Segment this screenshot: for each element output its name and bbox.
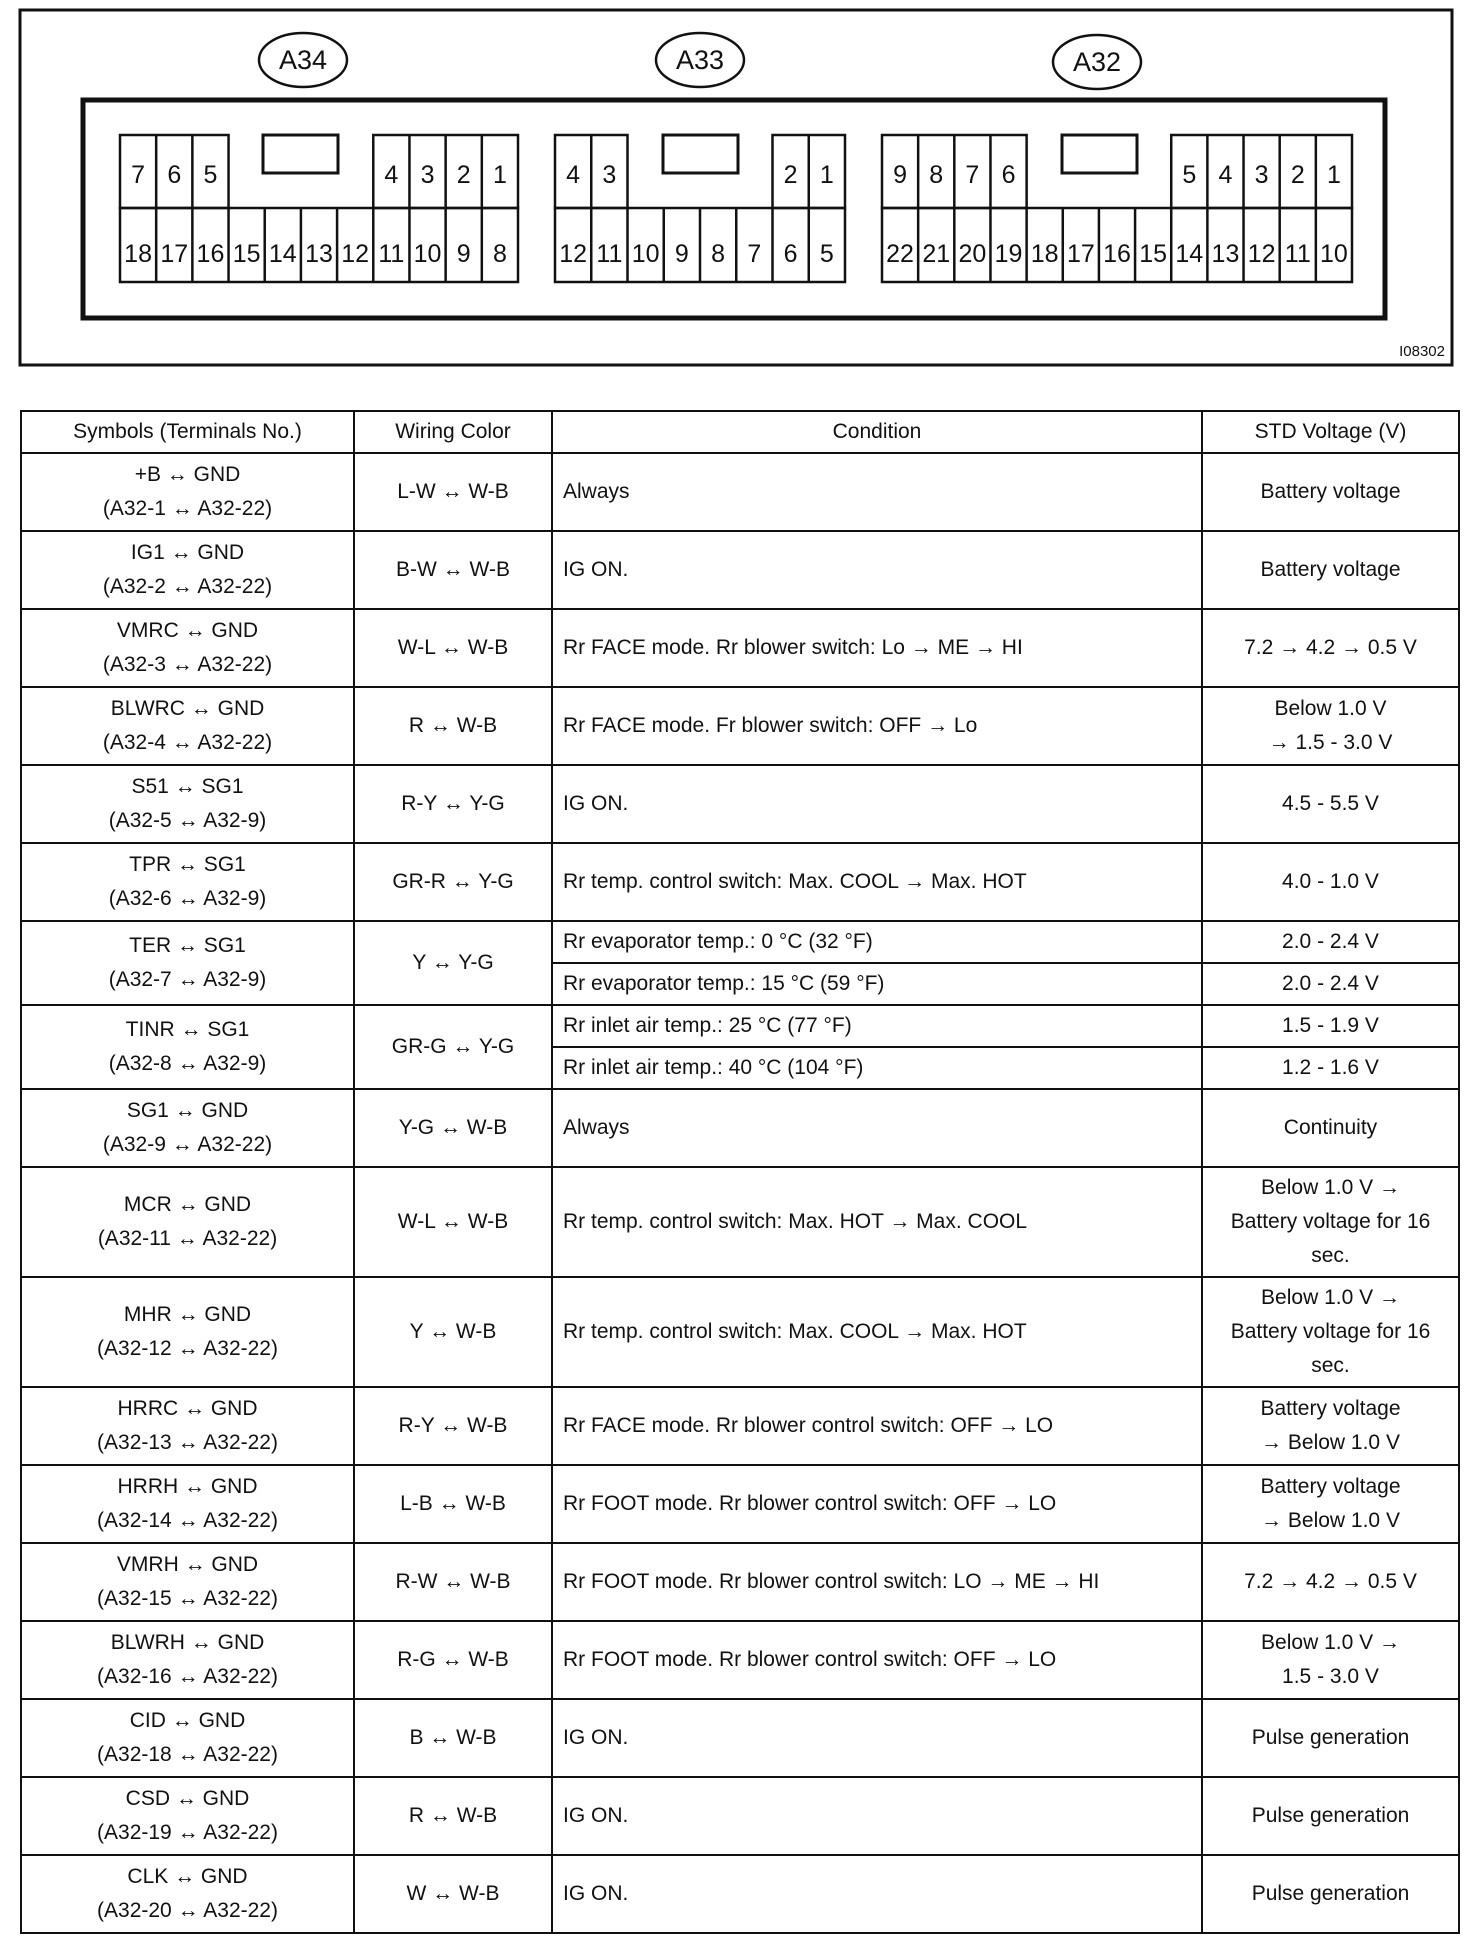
std-voltage-cell [1202, 453, 1459, 531]
symbol-cell [21, 609, 354, 687]
pin-number: 8 [492, 240, 507, 268]
table-row [21, 1543, 1459, 1621]
pin-number: 19 [994, 240, 1023, 268]
connector-latch [263, 135, 338, 173]
voltage-line: → Below 1.0 V [1261, 1509, 1400, 1532]
std-voltage-cell [1202, 963, 1459, 1005]
condition-cell: Rr temp. control switch: Max. HOT → Max. COOL [552, 1167, 1202, 1277]
symbol-pair: TINR ↔ SG1 [125, 1018, 250, 1041]
symbol-pair: BLWRH ↔ GND [110, 1631, 265, 1654]
table-row [21, 1855, 1459, 1933]
voltage-line: Pulse generation [1251, 1882, 1410, 1905]
pin-number: 10 [631, 240, 660, 268]
table-row [21, 1387, 1459, 1465]
symbol-pair: VMRC ↔ GND [116, 619, 259, 642]
table-row [21, 609, 1459, 687]
std-voltage-cell [1202, 1167, 1459, 1277]
condition-cell: Always [552, 453, 1202, 531]
table-row [21, 1167, 1459, 1277]
condition-cell: IG ON. [552, 531, 1202, 609]
pin-number: 12 [1247, 240, 1276, 268]
pin-number: 11 [378, 240, 405, 268]
voltage-line: Below 1.0 V [1274, 697, 1387, 720]
voltage-line: Battery voltage [1260, 1397, 1401, 1420]
terminal-numbers: (A32-7 ↔ A32-9) [108, 968, 267, 991]
symbol-pair: HRRH ↔ GND [117, 1475, 258, 1498]
terminal-numbers: (A32-13 ↔ A32-22) [97, 1431, 278, 1454]
symbol-pair: S51 ↔ SG1 [131, 775, 244, 798]
connector-layer [120, 33, 1352, 282]
wiring-color-cell: B ↔ W-B [354, 1699, 552, 1777]
pin-number: 14 [268, 240, 297, 268]
voltage-line: Continuity [1283, 1116, 1378, 1139]
table-row [21, 531, 1459, 609]
terminal-numbers: (A32-20 ↔ A32-22) [97, 1899, 278, 1922]
pin-number: 6 [783, 240, 798, 268]
table-row [21, 1465, 1459, 1543]
table-row [21, 1089, 1459, 1167]
wiring-color-cell: L-W ↔ W-B [354, 453, 552, 531]
symbol-pair: +B ↔ GND [134, 463, 241, 486]
header-condition: Condition [552, 411, 1202, 453]
terminal-numbers: (A32-4 ↔ A32-22) [102, 731, 273, 754]
pin-number: 11 [596, 240, 623, 268]
table-row [21, 687, 1459, 765]
std-voltage-cell [1202, 1777, 1459, 1855]
terminal-numbers: (A32-6 ↔ A32-9) [108, 887, 267, 910]
symbol-pair: TPR ↔ SG1 [129, 853, 246, 876]
std-voltage-cell [1202, 609, 1459, 687]
pin-number: 21 [922, 240, 951, 268]
pin-number: 2 [1290, 161, 1305, 189]
symbol-cell [21, 1005, 354, 1089]
wiring-color-cell: W-L ↔ W-B [354, 1167, 552, 1277]
terminal-table [20, 410, 1460, 1934]
pin-number: 4 [566, 161, 581, 189]
header-std-voltage: STD Voltage (V) [1202, 411, 1459, 453]
symbol-cell [21, 1543, 354, 1621]
pin-number: 5 [819, 240, 834, 268]
symbol-cell [21, 1089, 354, 1167]
pin-number: 13 [305, 240, 333, 268]
voltage-line: sec. [1311, 1354, 1350, 1377]
pin-number: 8 [711, 240, 726, 268]
wiring-color-cell: L-B ↔ W-B [354, 1465, 552, 1543]
table-row [21, 1005, 1459, 1047]
wiring-color-cell: W-L ↔ W-B [354, 609, 552, 687]
terminal-numbers: (A32-19 ↔ A32-22) [97, 1821, 278, 1844]
table-body [21, 453, 1459, 1933]
symbol-pair: MHR ↔ GND [123, 1303, 252, 1326]
connector-latch [1062, 135, 1137, 173]
voltage-line: 1.5 - 3.0 V [1282, 1665, 1379, 1688]
wiring-color-cell: R ↔ W-B [354, 687, 552, 765]
terminal-numbers: (A32-11 ↔ A32-22) [97, 1227, 278, 1250]
pin-number: 10 [413, 240, 442, 268]
wiring-color-cell: R-W ↔ W-B [354, 1543, 552, 1621]
wiring-color-cell: R-Y ↔ Y-G [354, 765, 552, 843]
connector-a34 [120, 33, 518, 282]
symbol-pair: BLWRC ↔ GND [110, 697, 265, 720]
symbol-pair: CSD ↔ GND [125, 1787, 250, 1810]
symbol-pair: MCR ↔ GND [123, 1193, 252, 1216]
voltage-line: Below 1.0 V → [1261, 1286, 1400, 1309]
std-voltage-cell [1202, 765, 1459, 843]
voltage-line: 7.2 → 4.2 → 0.5 V [1244, 636, 1417, 659]
condition-cell: Rr FOOT mode. Rr blower control switch: LO → ME → HI [552, 1543, 1202, 1621]
voltage-line: 1.5 - 1.9 V [1282, 1014, 1379, 1037]
terminal-numbers: (A32-15 ↔ A32-22) [97, 1587, 278, 1610]
pin-number: 9 [456, 240, 471, 268]
connector-label: A32 [1072, 47, 1122, 77]
voltage-line: Battery voltage [1260, 558, 1401, 581]
symbol-cell [21, 687, 354, 765]
std-voltage-cell [1202, 1047, 1459, 1089]
pin-number: 5 [1182, 161, 1197, 189]
wiring-color-cell: R ↔ W-B [354, 1777, 552, 1855]
symbol-cell [21, 531, 354, 609]
voltage-line: Battery voltage for 16 [1230, 1320, 1431, 1343]
table-row [21, 453, 1459, 531]
pin-number: 22 [886, 240, 914, 268]
condition-cell: Rr inlet air temp.: 25 °C (77 °F) [552, 1005, 1202, 1047]
voltage-line: Battery voltage for 16 [1230, 1210, 1431, 1233]
connector-latch [663, 135, 738, 173]
pin-number: 5 [203, 161, 218, 189]
symbol-cell [21, 453, 354, 531]
terminal-numbers: (A32-5 ↔ A32-9) [108, 809, 267, 832]
pin-number: 17 [1066, 240, 1095, 268]
std-voltage-cell [1202, 1089, 1459, 1167]
wiring-color-cell: R-Y ↔ W-B [354, 1387, 552, 1465]
pin-number: 10 [1320, 240, 1348, 268]
terminal-numbers: (A32-8 ↔ A32-9) [108, 1052, 267, 1075]
std-voltage-cell [1202, 1543, 1459, 1621]
table-row [21, 1777, 1459, 1855]
symbol-cell [21, 1699, 354, 1777]
pin-number: 9 [674, 240, 689, 268]
symbol-cell [21, 1621, 354, 1699]
condition-cell: Always [552, 1089, 1202, 1167]
condition-cell: IG ON. [552, 1699, 1202, 1777]
pin-number: 6 [1001, 161, 1016, 189]
pin-number: 1 [492, 161, 507, 189]
pin-number: 1 [819, 161, 834, 189]
terminal-numbers: (A32-9 ↔ A32-22) [102, 1133, 273, 1156]
terminal-numbers: (A32-3 ↔ A32-22) [102, 653, 273, 676]
condition-cell: IG ON. [552, 1855, 1202, 1933]
std-voltage-cell [1202, 1855, 1459, 1933]
condition-cell: Rr evaporator temp.: 15 °C (59 °F) [552, 963, 1202, 1005]
pin-number: 6 [167, 161, 182, 189]
voltage-line: 2.0 - 2.4 V [1282, 972, 1379, 995]
voltage-line: → 1.5 - 3.0 V [1268, 731, 1393, 754]
pin-number: 18 [124, 240, 152, 268]
wiring-color-cell: GR-G ↔ Y-G [354, 1005, 552, 1089]
pin-number: 7 [747, 240, 762, 268]
symbol-pair: HRRC ↔ GND [117, 1397, 258, 1420]
voltage-line: Battery voltage [1260, 1475, 1401, 1498]
pin-number: 11 [1284, 240, 1311, 268]
voltage-line: Below 1.0 V → [1261, 1631, 1400, 1654]
terminal-numbers: (A32-12 ↔ A32-22) [97, 1337, 278, 1360]
pin-number: 4 [1218, 161, 1233, 189]
voltage-line: 4.0 - 1.0 V [1282, 870, 1379, 893]
symbol-pair: TER ↔ SG1 [129, 934, 246, 957]
condition-cell: Rr FACE mode. Rr blower switch: Lo → ME → HI [552, 609, 1202, 687]
table-row [21, 1277, 1459, 1387]
std-voltage-cell [1202, 1387, 1459, 1465]
condition-cell: Rr FOOT mode. Rr blower control switch: OFF → LO [552, 1465, 1202, 1543]
terminal-numbers: (A32-14 ↔ A32-22) [97, 1509, 278, 1532]
symbol-cell [21, 1465, 354, 1543]
std-voltage-cell [1202, 531, 1459, 609]
std-voltage-cell [1202, 1465, 1459, 1543]
table-row [21, 1621, 1459, 1699]
table-row [21, 765, 1459, 843]
voltage-line: 4.5 - 5.5 V [1282, 792, 1379, 815]
condition-cell: IG ON. [552, 765, 1202, 843]
symbol-pair: IG1 ↔ GND [130, 541, 245, 564]
std-voltage-cell [1202, 921, 1459, 963]
pin-number: 13 [1211, 240, 1240, 268]
condition-cell: Rr evaporator temp.: 0 °C (32 °F) [552, 921, 1202, 963]
voltage-line: Battery voltage [1260, 480, 1401, 503]
pin-number: 16 [1103, 240, 1131, 268]
wiring-color-cell: R-G ↔ W-B [354, 1621, 552, 1699]
header-wiring-color: Wiring Color [354, 411, 552, 453]
symbol-cell [21, 1277, 354, 1387]
terminal-numbers: (A32-18 ↔ A32-22) [97, 1743, 278, 1766]
std-voltage-cell [1202, 843, 1459, 921]
pin-number: 12 [559, 240, 588, 268]
wiring-color-cell: B-W ↔ W-B [354, 531, 552, 609]
voltage-line: Pulse generation [1251, 1726, 1410, 1749]
diagram-frame [20, 10, 1452, 365]
condition-cell: Rr FACE mode. Rr blower control switch: OFF → LO [552, 1387, 1202, 1465]
pin-number: 8 [929, 161, 944, 189]
pin-number: 16 [196, 240, 225, 268]
table-row [21, 921, 1459, 963]
symbol-cell [21, 921, 354, 1005]
table-row [21, 1699, 1459, 1777]
voltage-line: 7.2 → 4.2 → 0.5 V [1244, 1570, 1417, 1593]
condition-cell: Rr temp. control switch: Max. COOL → Max. HOT [552, 843, 1202, 921]
std-voltage-cell [1202, 1621, 1459, 1699]
symbol-pair: CID ↔ GND [129, 1709, 246, 1732]
header-symbols: Symbols (Terminals No.) [21, 411, 354, 453]
table-row [21, 843, 1459, 921]
pin-number: 17 [160, 240, 189, 268]
condition-cell: Rr FACE mode. Fr blower switch: OFF → Lo [552, 687, 1202, 765]
condition-cell: Rr temp. control switch: Max. COOL → Max. HOT [552, 1277, 1202, 1387]
std-voltage-cell [1202, 1699, 1459, 1777]
symbol-pair: CLK ↔ GND [127, 1865, 248, 1888]
std-voltage-cell [1202, 687, 1459, 765]
connector-diagram [0, 0, 1472, 380]
pin-number: 9 [893, 161, 908, 189]
symbol-cell [21, 843, 354, 921]
pin-number: 4 [384, 161, 399, 189]
pin-number: 3 [1254, 161, 1269, 189]
pin-number: 7 [965, 161, 980, 189]
wiring-color-cell: Y-G ↔ W-B [354, 1089, 552, 1167]
pin-number: 2 [783, 161, 798, 189]
symbol-cell [21, 765, 354, 843]
pin-number: 14 [1175, 240, 1204, 268]
connector-a32 [882, 35, 1352, 282]
symbol-cell [21, 1777, 354, 1855]
pin-number: 2 [456, 161, 471, 189]
voltage-line: 1.2 - 1.6 V [1282, 1056, 1379, 1079]
voltage-line: sec. [1311, 1244, 1350, 1267]
figure-id: I08302 [1399, 343, 1445, 360]
voltage-line: 2.0 - 2.4 V [1282, 930, 1379, 953]
voltage-line: Below 1.0 V → [1261, 1176, 1400, 1199]
std-voltage-cell [1202, 1005, 1459, 1047]
wiring-color-cell: Y ↔ W-B [354, 1277, 552, 1387]
voltage-line: → Below 1.0 V [1261, 1431, 1400, 1454]
connector-label: A34 [278, 45, 328, 75]
symbol-pair: SG1 ↔ GND [126, 1099, 249, 1122]
pin-number: 12 [341, 240, 370, 268]
wiring-color-cell: W ↔ W-B [354, 1855, 552, 1933]
terminal-numbers: (A32-1 ↔ A32-22) [102, 497, 273, 520]
condition-cell: Rr inlet air temp.: 40 °C (104 °F) [552, 1047, 1202, 1089]
pin-number: 3 [602, 161, 617, 189]
condition-cell: IG ON. [552, 1777, 1202, 1855]
condition-cell: Rr FOOT mode. Rr blower control switch: OFF → LO [552, 1621, 1202, 1699]
pin-number: 15 [232, 240, 261, 268]
connector-a33 [555, 33, 845, 282]
symbol-cell [21, 1387, 354, 1465]
pin-number: 15 [1139, 240, 1168, 268]
wiring-color-cell: Y ↔ Y-G [354, 921, 552, 1005]
symbol-cell [21, 1855, 354, 1933]
symbol-pair: VMRH ↔ GND [116, 1553, 259, 1576]
connector-label: A33 [675, 45, 725, 75]
symbol-cell [21, 1167, 354, 1277]
pin-number: 7 [131, 161, 146, 189]
pin-number: 1 [1326, 161, 1341, 189]
terminal-numbers: (A32-2 ↔ A32-22) [102, 575, 273, 598]
std-voltage-cell [1202, 1277, 1459, 1387]
table-header-row [21, 411, 1459, 453]
pin-number: 3 [420, 161, 435, 189]
terminal-numbers: (A32-16 ↔ A32-22) [97, 1665, 278, 1688]
voltage-line: Pulse generation [1251, 1804, 1410, 1827]
wiring-color-cell: GR-R ↔ Y-G [354, 843, 552, 921]
pin-number: 18 [1030, 240, 1059, 268]
pin-number: 20 [958, 240, 987, 268]
